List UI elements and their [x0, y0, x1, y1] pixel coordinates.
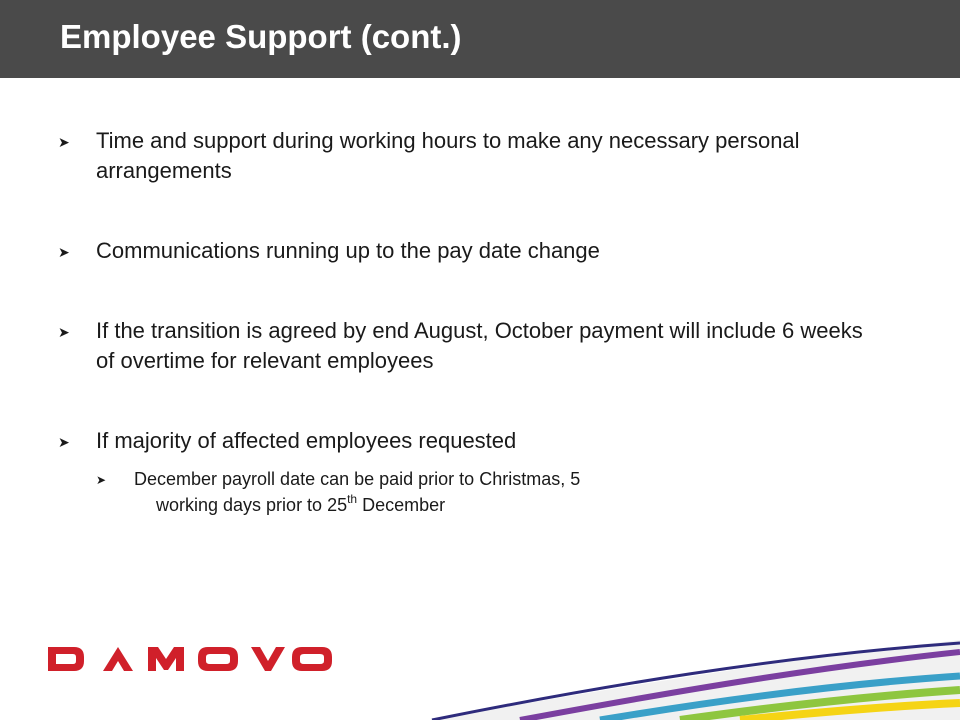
bullet-text: Communications running up to the pay date change — [96, 238, 600, 263]
bullet-text: Time and support during working hours to make any necessary personal arrangements — [96, 128, 800, 183]
bullet-item — [58, 316, 878, 376]
arrow-bullet-icon: ➤ — [58, 244, 70, 260]
bullet-item — [58, 236, 878, 266]
swoosh-band-purple — [520, 652, 960, 720]
swoosh-band-yellow — [740, 703, 960, 720]
bullet-list — [58, 126, 878, 518]
ordinal-superscript: th — [347, 492, 358, 506]
slide-title: Employee Support (cont.) — [60, 18, 462, 55]
sub-bullet-line2-suffix: December — [357, 495, 446, 515]
swoosh-band-light — [430, 640, 960, 720]
swoosh-band-blue — [600, 676, 960, 720]
bullet-text: If majority of affected employees requested — [96, 428, 517, 453]
swoosh-band-green — [680, 690, 960, 720]
damovo-logo — [48, 644, 334, 674]
arrow-bullet-icon: ➤ — [58, 434, 70, 450]
bullet-text: If the transition is agreed by end August, October payment will include 6 weeks of overtime for relevant employees — [96, 318, 863, 373]
sub-bullet-item — [96, 466, 754, 518]
sub-bullet-line2-prefix: working days prior to 25 — [156, 495, 348, 515]
bullet-item — [58, 126, 878, 186]
arrow-bullet-icon: ➤ — [58, 324, 70, 340]
bullet-item — [58, 426, 878, 456]
arrow-bullet-icon: ➤ — [58, 134, 70, 150]
swoosh-band-navy — [432, 643, 960, 720]
arrow-bullet-icon: ➤ — [96, 473, 107, 487]
title-bar — [0, 0, 960, 78]
sub-bullet-line2 — [134, 492, 754, 518]
sub-bullet-line1: December payroll date can be paid prior to Christmas, 5 — [134, 469, 581, 489]
